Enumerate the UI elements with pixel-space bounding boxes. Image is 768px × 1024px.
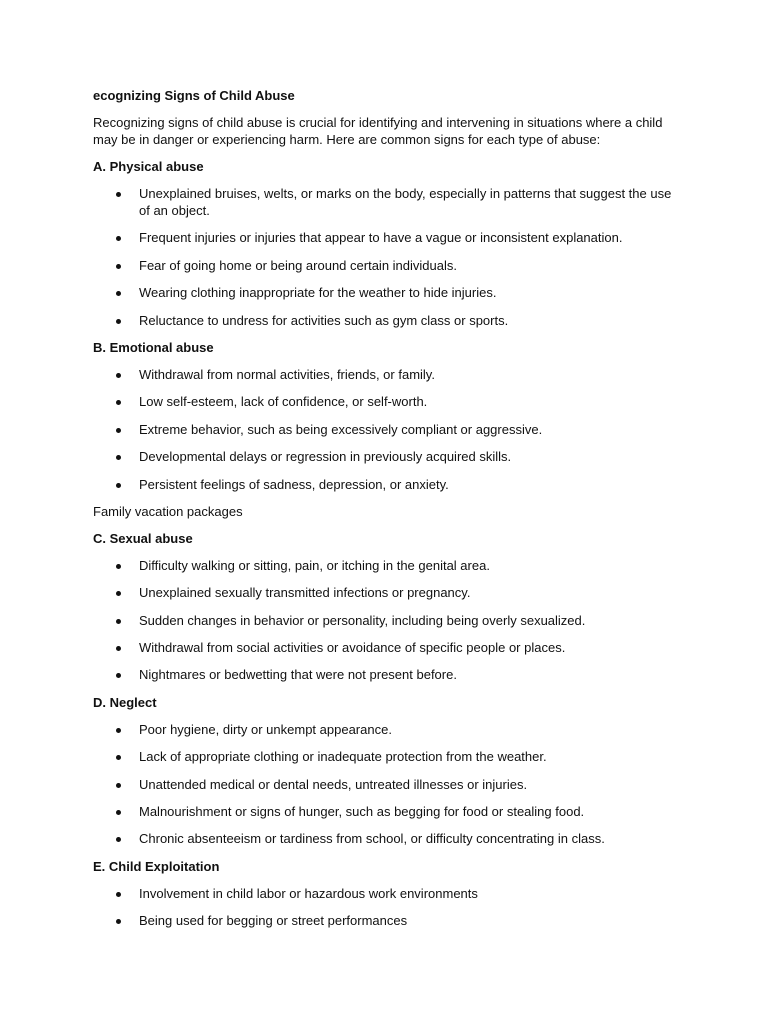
list-item <box>93 312 683 329</box>
list-item <box>93 421 683 438</box>
list-item <box>93 830 683 847</box>
list-item-text: Low self-esteem, lack of confidence, or self-worth. <box>139 394 428 410</box>
list-item <box>93 912 683 929</box>
document-content <box>93 87 683 940</box>
list-item <box>93 584 683 601</box>
bullet-icon <box>116 619 121 624</box>
list-item-text: Lack of appropriate clothing or inadequate protection from the weather. <box>139 749 547 765</box>
bullet-icon <box>116 291 121 296</box>
list-item-text: Being used for begging or street performances <box>139 913 408 929</box>
list-item <box>93 721 683 738</box>
list-item-text: Persistent feelings of sadness, depression, or anxiety. <box>139 476 449 492</box>
list-item-text: Extreme behavior, such as being excessively compliant or aggressive. <box>139 421 543 437</box>
list-item-text: Unexplained sexually transmitted infections or pregnancy. <box>139 585 471 601</box>
list-item-text: Developmental delays or regression in previously acquired skills. <box>139 449 512 465</box>
bullet-icon <box>116 783 121 788</box>
list-item <box>93 393 683 410</box>
bullet-icon <box>116 428 121 433</box>
list-item <box>93 476 683 493</box>
section-heading-neglect: D. Neglect <box>93 694 157 710</box>
list-item-text: Withdrawal from social activities or avoidance of specific people or places. <box>139 640 566 656</box>
section-heading-sexual-abuse: C. Sexual abuse <box>93 530 193 546</box>
list-item-text: Unattended medical or dental needs, untreated illnesses or injuries. <box>139 776 528 792</box>
bullet-icon <box>116 646 121 651</box>
list-item <box>93 448 683 465</box>
emotional-abuse-list <box>93 366 683 493</box>
list-item <box>93 557 683 574</box>
list-item <box>93 185 683 219</box>
list-item-text: Sudden changes in behavior or personality, including being overly sexualized. <box>139 612 586 628</box>
neglect-list <box>93 721 683 848</box>
bullet-icon <box>116 564 121 569</box>
section-heading-child-exploitation: E. Child Exploitation <box>93 858 220 874</box>
document-title: ecognizing Signs of Child Abuse <box>93 88 295 103</box>
list-item-text: Chronic absenteeism or tardiness from school, or difficulty concentrating in class. <box>139 831 605 847</box>
stray-line: Family vacation packages <box>93 503 243 519</box>
list-item <box>93 885 683 902</box>
bullet-icon <box>116 373 121 378</box>
list-item-text: Difficulty walking or sitting, pain, or itching in the genital area. <box>139 557 490 573</box>
list-item <box>93 803 683 820</box>
bullet-icon <box>116 892 121 897</box>
list-item <box>93 229 683 246</box>
bullet-icon <box>116 810 121 815</box>
section-heading-emotional-abuse: B. Emotional abuse <box>93 339 214 355</box>
child-exploitation-list <box>93 885 683 929</box>
bullet-icon <box>116 591 121 596</box>
bullet-icon <box>116 236 121 241</box>
bullet-icon <box>116 483 121 488</box>
list-item <box>93 257 683 274</box>
physical-abuse-list <box>93 185 683 329</box>
bullet-icon <box>116 400 121 405</box>
bullet-icon <box>116 728 121 733</box>
list-item <box>93 748 683 765</box>
list-item-text: Wearing clothing inappropriate for the weather to hide injuries. <box>139 285 497 301</box>
intro-paragraph: Recognizing signs of child abuse is crucial for identifying and intervening in situations where a child may be in danger or experiencing harm. Here are common signs for each type of abuse: <box>93 115 663 147</box>
bullet-icon <box>116 264 121 269</box>
list-item-text: Malnourishment or signs of hunger, such as begging for food or stealing food. <box>139 804 585 820</box>
list-item <box>93 284 683 301</box>
bullet-icon <box>116 455 121 460</box>
section-heading-physical-abuse: A. Physical abuse <box>93 159 204 174</box>
list-item <box>93 366 683 383</box>
sexual-abuse-list <box>93 557 683 684</box>
bullet-icon <box>116 673 121 678</box>
list-item-text: Frequent injuries or injuries that appear to have a vague or inconsistent explanation. <box>139 230 623 246</box>
list-item-text: Nightmares or bedwetting that were not present before. <box>139 667 457 683</box>
list-item-text: Unexplained bruises, welts, or marks on the body, especially in patterns that suggest the use of an object. <box>139 186 672 218</box>
list-item-text: Withdrawal from normal activities, friends, or family. <box>139 366 435 382</box>
bullet-icon <box>116 192 121 197</box>
bullet-icon <box>116 319 121 324</box>
list-item-text: Fear of going home or being around certain individuals. <box>139 257 457 273</box>
list-item-text: Involvement in child labor or hazardous work environments <box>139 885 478 901</box>
list-item-text: Reluctance to undress for activities such as gym class or sports. <box>139 312 509 328</box>
bullet-icon <box>116 755 121 760</box>
list-item <box>93 666 683 683</box>
list-item-text: Poor hygiene, dirty or unkempt appearance. <box>139 721 392 737</box>
bullet-icon <box>116 919 121 924</box>
list-item <box>93 639 683 656</box>
list-item <box>93 612 683 629</box>
list-item <box>93 776 683 793</box>
bullet-icon <box>116 837 121 842</box>
